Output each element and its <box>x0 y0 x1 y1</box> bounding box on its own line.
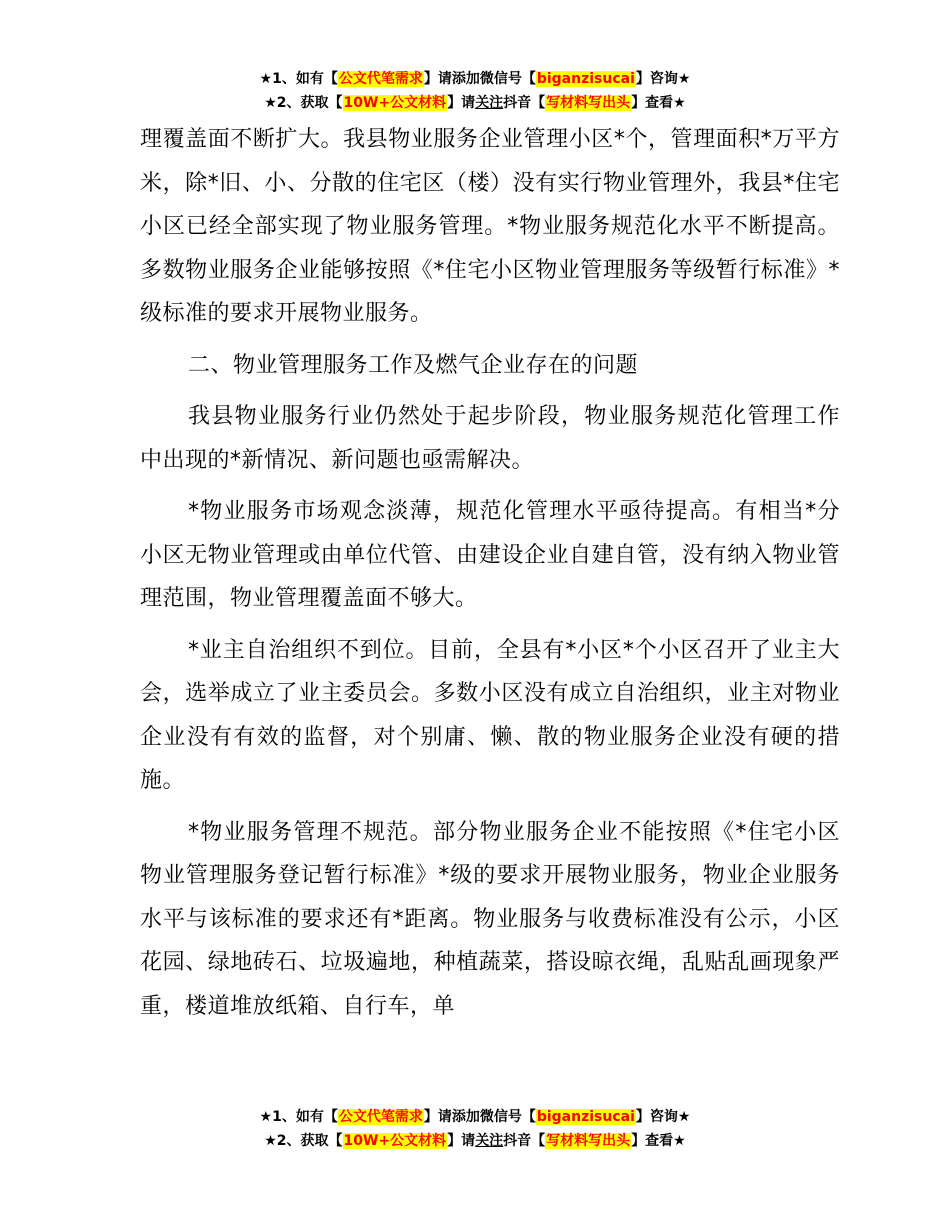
paragraph: 我县物业服务行业仍然处于起步阶段，物业服务规范化管理工作中出现的*新情况、新问题也亟需解决。 <box>140 404 840 473</box>
banner-underline-follow: 关注 <box>475 95 504 111</box>
document-body <box>140 118 840 1036</box>
paragraph: *物业服务市场观念淡薄，规范化管理水平亟待提高。有相当*分小区无物业管理或由单位代管、由建设企业自建自管，没有纳入物业管理范围，物业管理覆盖面不够大。 <box>140 499 840 611</box>
banner-text: ★1、如有【 <box>259 71 338 87</box>
bottom-banner <box>0 1105 950 1153</box>
banner-text: 抖音【 <box>503 1133 546 1149</box>
banner-text: 】请添加微信号【 <box>423 71 536 87</box>
banner-line-2 <box>0 1129 950 1153</box>
banner-highlight-service: 公文代笔需求 <box>338 1109 423 1125</box>
banner-highlight-materials: 10W+公文材料 <box>343 1133 447 1149</box>
banner-line-1 <box>0 67 950 91</box>
banner-text: ★2、获取【 <box>264 95 343 111</box>
banner-highlight-account: 写材料写出头 <box>546 1133 631 1149</box>
paragraph-continuation: 理覆盖面不断扩大。我县物业服务企业管理小区*个，管理面积*万平方米，除*旧、小、分散的住宅区（楼）没有实行物业管理外，我县*住宅小区已经全部实现了物业服务管理。*物业服务规范化水平不断提高。多数物业服务企业能够按照《*住宅小区物业管理服务等级暂行标准》*级标准的要求开展物业服务。 <box>140 127 840 326</box>
banner-text: 抖音【 <box>503 95 546 111</box>
paragraph: *业主自治组织不到位。目前，全县有*小区*个小区召开了业主大会，选举成立了业主委员会。多数小区没有成立自治组织，业主对物业企业没有有效的监督，对个别庸、懒、散的物业服务企业没有硬的措施。 <box>140 637 840 793</box>
banner-highlight-materials: 10W+公文材料 <box>343 95 447 111</box>
banner-highlight-wechat-id: biganzisucai <box>536 71 635 87</box>
top-banner <box>0 67 950 115</box>
banner-text: 】查看★ <box>631 1133 686 1149</box>
banner-text: 】请添加微信号【 <box>423 1109 536 1125</box>
banner-highlight-wechat-id: biganzisucai <box>536 1109 635 1125</box>
paragraph: *物业服务管理不规范。部分物业服务企业不能按照《*住宅小区物业管理服务登记暂行标准》*级的要求开展物业服务，物业企业服务水平与该标准的要求还有*距离。物业服务与收费标准没有公示，小区花园、绿地砖石、垃圾遍地，种植蔬菜，搭设晾衣绳，乱贴乱画现象严重，楼道堆放纸箱、自行车，单 <box>140 819 840 1019</box>
banner-text: 】咨询★ <box>635 1109 691 1125</box>
banner-text: 】查看★ <box>631 95 686 111</box>
banner-highlight-service: 公文代笔需求 <box>338 71 423 87</box>
section-heading: 二、物业管理服务工作及燃气企业存在的问题 <box>188 352 639 378</box>
banner-text: 】咨询★ <box>635 71 691 87</box>
banner-line-2 <box>0 91 950 115</box>
banner-line-1 <box>0 1105 950 1129</box>
banner-text: 】请 <box>447 1133 476 1149</box>
banner-text: ★1、如有【 <box>259 1109 338 1125</box>
banner-text: 】请 <box>447 95 476 111</box>
banner-text: ★2、获取【 <box>264 1133 343 1149</box>
banner-highlight-account: 写材料写出头 <box>546 95 631 111</box>
banner-underline-follow: 关注 <box>475 1133 504 1149</box>
